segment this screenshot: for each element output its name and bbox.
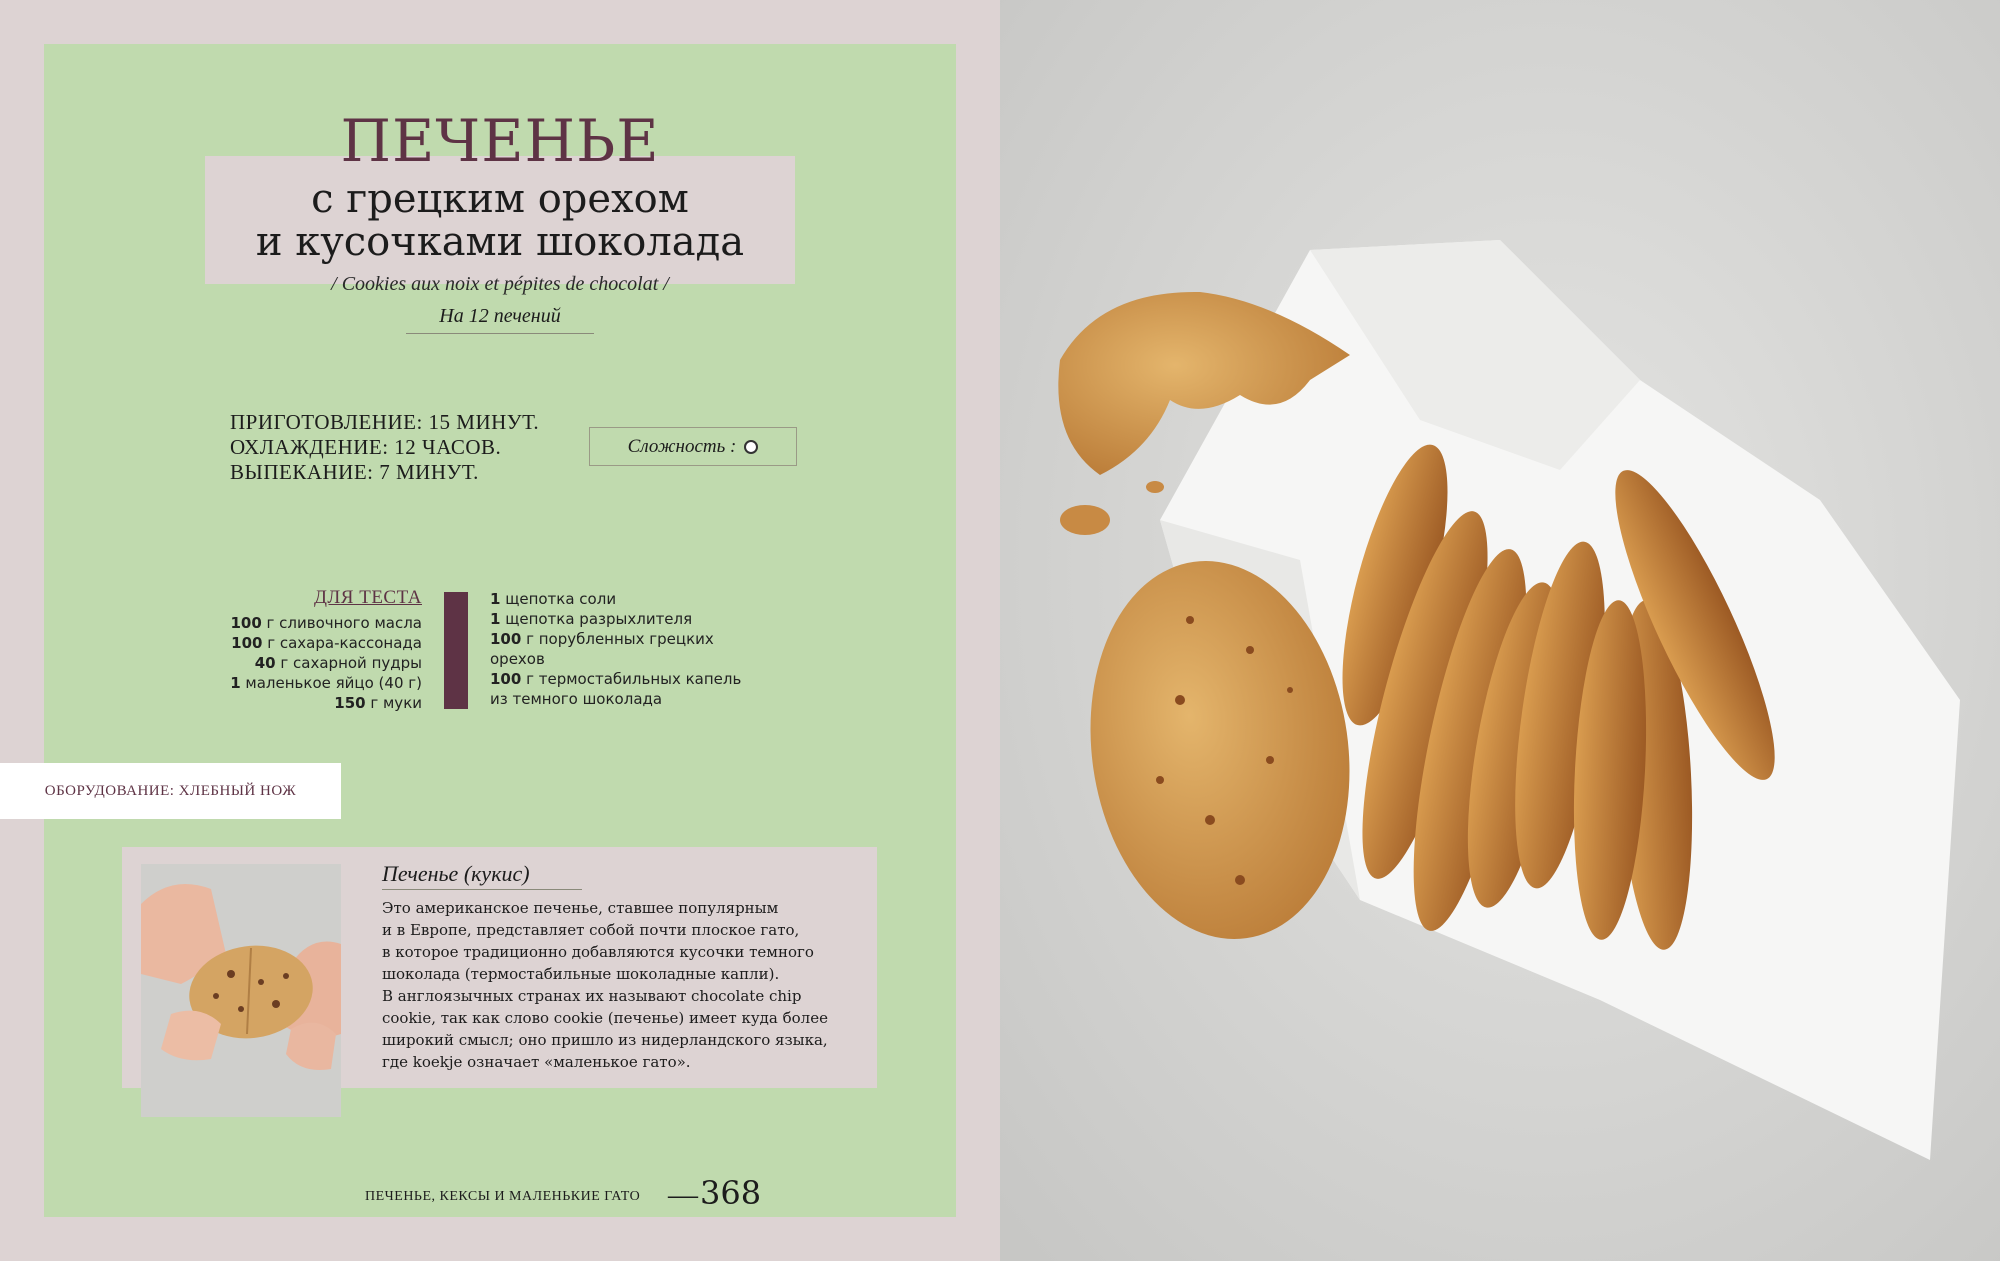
cookies-photo: [1000, 0, 2000, 1261]
ingredient-item: 100 г порубленных грецких орехов: [490, 630, 714, 668]
ingredient-item: 100 г термостабильных капель из темного шоколада: [490, 670, 742, 708]
recipe-title: ПЕЧЕНЬЕ: [340, 107, 660, 175]
difficulty-box: [589, 427, 797, 466]
info-line: Это американское печенье, ставшее популярным: [382, 899, 779, 917]
prep-time: ПРИГОТОВЛЕНИЕ: 15 МИНУТ.: [230, 410, 540, 434]
recipe-subtitle-line2: и кусочками шоколада: [255, 219, 745, 265]
info-line: в которое традиционно добавляются кусочки темного: [382, 943, 814, 961]
yield-label: На 12 печений: [406, 305, 594, 334]
info-line: шоколада (термостабильные шоколадные капли).: [382, 965, 780, 983]
hands-cookie-photo: [141, 864, 341, 1117]
info-title: Печенье (кукис): [382, 861, 582, 890]
ingredient-item: 40 г сахарной пудры: [254, 654, 422, 672]
ingredient-item: 100 г сливочного масла: [230, 614, 422, 632]
ingredient-item: 1 щепотка соли: [490, 590, 617, 608]
equipment-label: ОБОРУДОВАНИЕ: ХЛЕБНЫЙ НОЖ: [0, 763, 341, 819]
footer-dash: —: [668, 1178, 698, 1211]
french-title: / Cookies aux noix et pépites de chocolat /: [331, 273, 669, 295]
ingredient-item: 1 маленькое яйцо (40 г): [230, 674, 422, 692]
ingredient-item: 150 г муки: [334, 694, 422, 712]
chill-time: ОХЛАЖДЕНИЕ: 12 ЧАСОВ.: [230, 435, 502, 459]
info-line: где koekje означает «маленькое гато».: [382, 1053, 691, 1071]
info-line: cookie, так как слово cookie (печенье) имеет куда более: [382, 1009, 828, 1027]
ingredient-item: 100 г сахара-кассонада: [231, 634, 422, 652]
info-line: В англоязычных странах их называют chocolate chip: [382, 987, 802, 1005]
hands-cookie-illustration: [141, 864, 341, 1117]
info-line: и в Европе, представляет собой почти плоское гато,: [382, 921, 800, 939]
recipe-subtitle-line1: с грецким орехом: [311, 176, 689, 222]
ingredient-item: 1 щепотка разрыхлителя: [490, 610, 693, 628]
page-number: 368: [700, 1174, 762, 1212]
cookies-on-napkin-illustration: [1000, 0, 2000, 1261]
ingredients-left: [200, 613, 422, 713]
times-block: [230, 410, 539, 485]
ingredients-divider-bar: [444, 592, 468, 709]
ingredients-right: [490, 589, 750, 709]
difficulty-circle-icon: [744, 440, 758, 454]
bake-time: ВЫПЕКАНИЕ: 7 МИНУТ.: [230, 460, 479, 484]
info-text: [382, 897, 862, 1073]
dough-label: ДЛЯ ТЕСТА: [313, 587, 422, 608]
difficulty-label: Сложность :: [627, 435, 737, 457]
info-line: широкий смысл; оно пришло из нидерландского языка,: [382, 1031, 828, 1049]
recipe-subtitle: [0, 178, 1000, 264]
footer-section: ПЕЧЕНЬЕ, КЕКСЫ И МАЛЕНЬКИЕ ГАТО: [365, 1189, 641, 1204]
